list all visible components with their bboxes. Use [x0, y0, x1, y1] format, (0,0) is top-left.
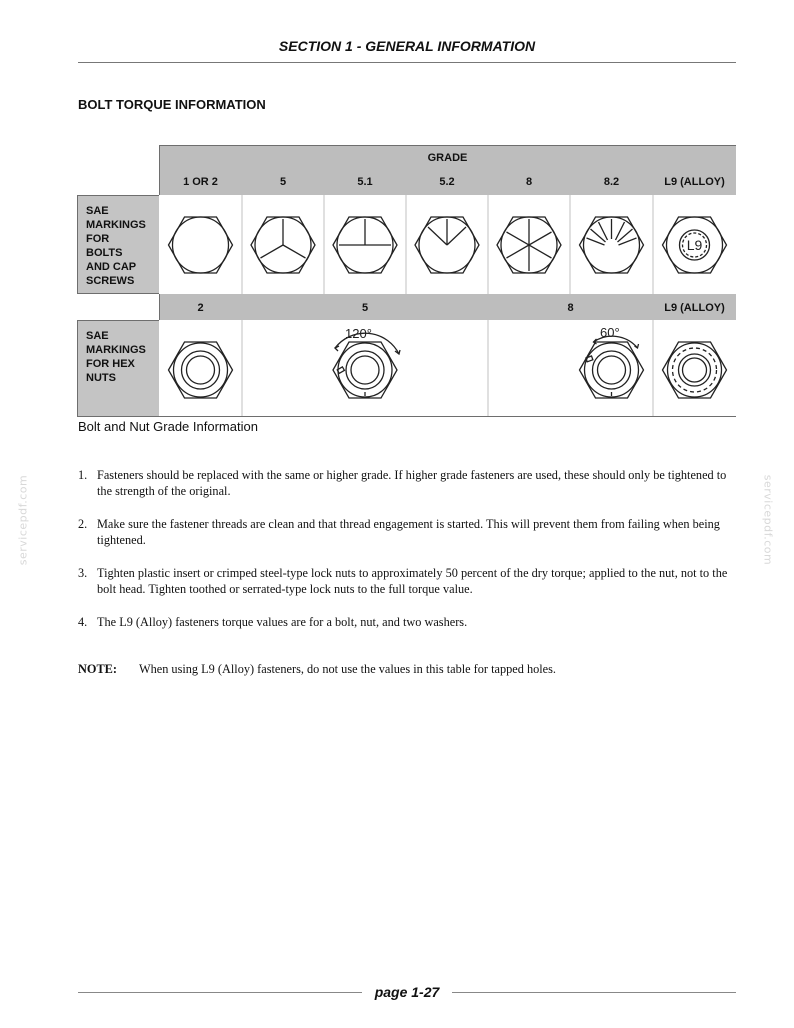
header-rule: [78, 62, 736, 63]
page-heading: BOLT TORQUE INFORMATION: [78, 97, 266, 112]
bolt-grade-label: 8: [525, 176, 533, 188]
section-header: SECTION 1 - GENERAL INFORMATION: [278, 38, 536, 54]
list-item: [78, 516, 736, 548]
angle-60-label: 60°: [600, 325, 620, 340]
table-corner: [77, 145, 159, 195]
nut-grade-label: 5: [361, 302, 369, 314]
nut-grade-label: 8: [567, 302, 574, 314]
nut-markings-row: [159, 320, 736, 416]
list-item-text: The L9 (Alloy) fasteners torque values are for a bolt, nut, and two washers.: [97, 615, 468, 629]
bolt-row-label-cell: [77, 195, 159, 294]
bolt-grade-label: L9 (ALLOY): [664, 176, 725, 188]
nut-grade-label: L9 (ALLOY): [664, 302, 725, 314]
bolt-head-grade-5-2-icon: [415, 217, 479, 273]
nut-grade-8-icon: [580, 336, 644, 398]
bolt-grade-label: 8.2: [603, 176, 620, 188]
bolt-head-grade-8-icon: [497, 217, 561, 273]
bolt-markings-row: [159, 195, 736, 294]
nut-markings-graphic: [159, 320, 736, 416]
nut-grade-5-icon: [333, 333, 400, 398]
bolt-grade-label: 5: [279, 176, 287, 188]
bolt-head-grade-5-1-icon: [333, 217, 397, 273]
bolt-row-label: SAE MARKINGS FOR BOLTS AND CAP SCREWS: [86, 205, 146, 287]
bolt-grade-label: 5.2: [439, 176, 455, 188]
grade-table: [77, 145, 736, 417]
nut-grade-label: 2: [197, 302, 204, 314]
note-paragraph: [78, 662, 556, 677]
page-number: page 1-27: [374, 984, 440, 1000]
table-caption: Bolt and Nut Grade Information: [78, 419, 258, 434]
list-item-number: 1.: [78, 468, 88, 482]
bolt-head-grade-1-2-icon: [169, 217, 233, 273]
bolt-grade-label: 1 OR 2: [183, 176, 218, 188]
watermark-left: servicepdf.com: [16, 474, 30, 566]
notes-list: [78, 467, 736, 647]
list-item-number: 4.: [78, 615, 88, 629]
list-item: [78, 614, 736, 630]
list-item-text: Make sure the fastener threads are clean and that thread engagement is started. This will prevent them from failing when being tightened.: [97, 517, 720, 547]
list-item-number: 2.: [78, 517, 88, 531]
nut-row-label-cell: [77, 320, 159, 417]
bolt-head-grade-8-2-icon: [580, 217, 644, 273]
note-label: NOTE:: [78, 662, 117, 676]
grade-title: GRADE: [427, 152, 468, 164]
list-item: [78, 467, 736, 499]
list-item-number: 3.: [78, 566, 88, 580]
nut-grade-l9-icon: [663, 342, 727, 398]
l9-mark: L9: [686, 237, 703, 253]
note-text: When using L9 (Alloy) fasteners, do not use the values in this table for tapped holes.: [139, 662, 556, 676]
bolt-markings-graphic: [159, 195, 736, 294]
list-item-text: Tighten plastic insert or crimped steel-type lock nuts to approximately 50 percent of the dry torque; applied to the nut, not to the bolt head. Tighten toothed or serrated-type lock nuts to the full torque value.: [97, 566, 728, 596]
bolt-head-grade-5-icon: [251, 217, 315, 273]
nut-grade-2-icon: [169, 342, 233, 398]
watermark-right: servicepdf.com: [761, 474, 775, 566]
nut-row-label: SAE MARKINGS FOR HEX NUTS: [86, 330, 146, 384]
list-item-text: Fasteners should be replaced with the same or higher grade. If higher grade fasteners are used, these should only be tightened to the strength of the original.: [97, 468, 727, 498]
footer-rule-left: [78, 992, 362, 993]
bolt-grade-label: 5.1: [357, 176, 373, 188]
list-item: [78, 565, 736, 597]
angle-120-label: 120°: [345, 326, 372, 341]
footer-rule-right: [452, 992, 736, 993]
